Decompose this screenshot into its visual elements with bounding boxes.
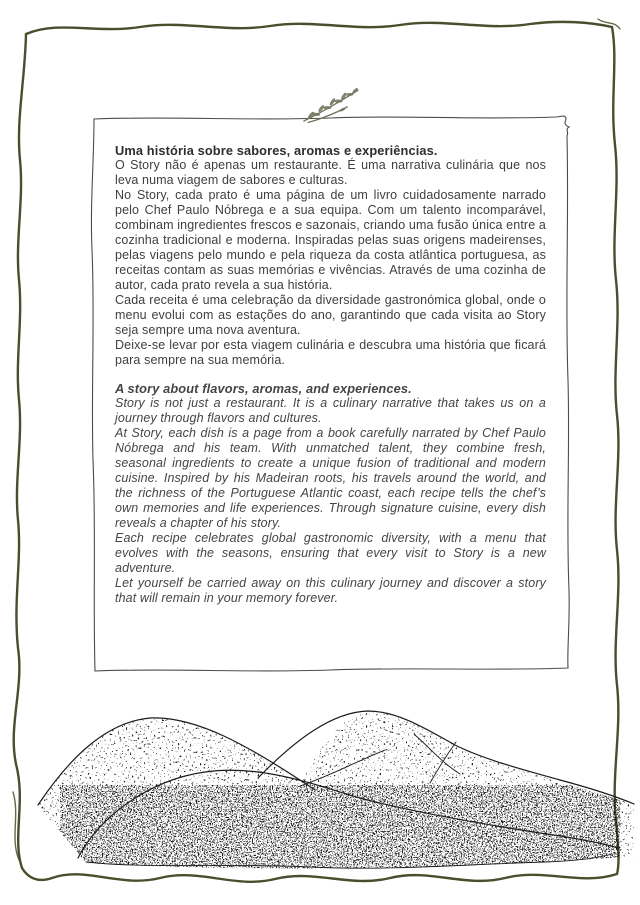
pt-body-paragraph-3: Deixe-se levar por esta viagem culinária e descubra uma história que ficará para sempre na sua memória. [115, 338, 546, 367]
pt-body [115, 188, 546, 368]
pt-heading: Uma história sobre sabores, aromas e experiências. [115, 143, 438, 158]
sprig-leaf [334, 99, 342, 102]
about-text [115, 143, 546, 606]
en-body-paragraph-1: At Story, each dish is a page from a book carefully narrated by Chef Paulo Nóbrega and his team. With unmatched talent, they combine fresh, seasonal ingredients to create a unique fusion of traditional and modern cuisine. Inspired by his Madeiran roots, his travels around the world, and the richness of the Portuguese Atlantic coast, each recipe tells the chef’s own memories and life experiences. Through signature cuisine, every dish reveals a chapter of his story. [115, 426, 546, 530]
en-body-paragraph-3: Let yourself be carried away on this culinary journey and discover a story that will remain in your memory forever. [115, 576, 546, 605]
en-heading: A story about flavors, aromas, and experiences. [115, 381, 412, 396]
en-intro-paragraph: Story is not just a restaurant. It is a culinary narrative that takes us on a journey through flavors and cultures. [115, 396, 546, 425]
hills-illustration [0, 690, 640, 890]
hills-stipple-dense [60, 785, 620, 870]
en-body [115, 426, 546, 606]
pt-body-paragraph-2: Cada receita é uma celebração da diversidade gastronómica global, onde o menu evolui com as estações do ano, garantindo que cada visita ao Story seja sempre uma nova aventura. [115, 293, 546, 337]
pt-body-paragraph-1: No Story, cada prato é uma página de um livro cuidadosamente narrado pelo Chef Paulo Nóbrega e a sua equipa. Com um talento incomparável, combinam ingredientes frescos e sazonais, criando uma fusão única entre a cozinha tradicional e moderna. Inspiradas pelas suas origens madeirenses, pelas viagens pelo mundo e pela riqueza da costa atlântica portuguesa, as receitas contam as suas memórias e vivências. Através de uma cozinha de autor, cada prato revela a sua história. [115, 188, 546, 292]
pt-intro-paragraph: O Story não é apenas um restaurante. É uma narrativa culinária que nos leva numa viagem de sabores e culturas. [115, 158, 546, 187]
en-body-paragraph-2: Each recipe celebrates global gastronomic diversity, with a menu that evolves with the seasons, ensuring that every visit to Story is a new adventure. [115, 531, 546, 575]
